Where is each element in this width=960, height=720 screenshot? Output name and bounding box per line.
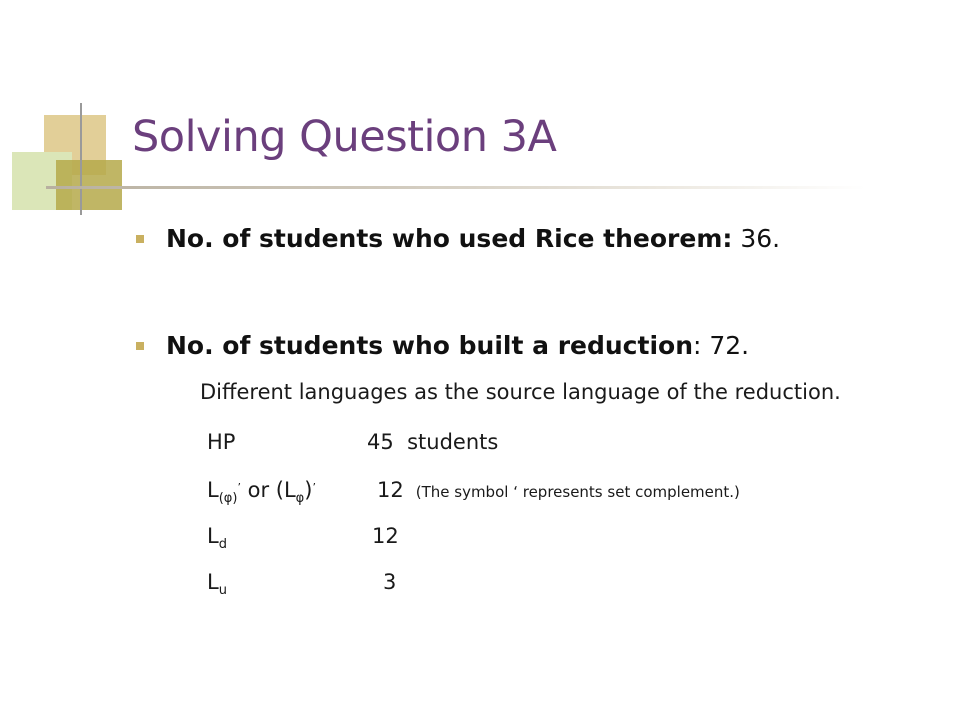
lang-subscript: φ	[295, 491, 305, 506]
subheading: Different languages as the source language of the reduction.	[200, 380, 841, 404]
title-underline	[46, 186, 866, 189]
bullet-rice-theorem	[136, 224, 780, 253]
lang-or: or (L	[240, 478, 296, 502]
lang-close: )	[304, 478, 313, 502]
row-count: 12	[377, 478, 404, 502]
bullet-marker	[136, 235, 144, 243]
row-l-phi	[207, 478, 740, 506]
lang-subscript: u	[218, 583, 227, 598]
decor-block-olive	[56, 160, 122, 210]
bullet-label: No. of students who built a reduction	[166, 331, 693, 360]
lang-complement-mark: ’	[237, 481, 241, 494]
slide-title: Solving Question 3A	[132, 112, 557, 162]
bullet-value: 36.	[732, 224, 781, 253]
row-lu	[207, 570, 396, 598]
bullet-marker	[136, 342, 144, 350]
bullet-reduction	[136, 331, 749, 360]
row-lang	[207, 570, 367, 598]
bullet-label: No. of students who used Rice theorem:	[166, 224, 733, 253]
row-count: 45	[367, 430, 394, 454]
row-lang: HP	[207, 430, 236, 454]
row-lang	[207, 478, 377, 506]
lang-subscript: d	[218, 537, 227, 552]
row-suffix: students	[407, 430, 499, 454]
lang-letter: L	[207, 478, 219, 502]
lang-subscript: (φ)	[218, 491, 238, 506]
row-count: 12	[372, 524, 399, 548]
row-ld	[207, 524, 399, 552]
decor-vertical-line	[80, 103, 82, 215]
lang-letter: L	[207, 524, 219, 548]
lang-complement-mark: ’	[312, 481, 316, 494]
row-lang	[207, 524, 367, 552]
bullet-value: : 72.	[693, 331, 750, 360]
row-note: (The symbol ‘ represents set complement.)	[415, 483, 740, 501]
row-hp	[207, 430, 498, 454]
lang-letter: L	[207, 570, 219, 594]
row-count: 3	[383, 570, 397, 594]
